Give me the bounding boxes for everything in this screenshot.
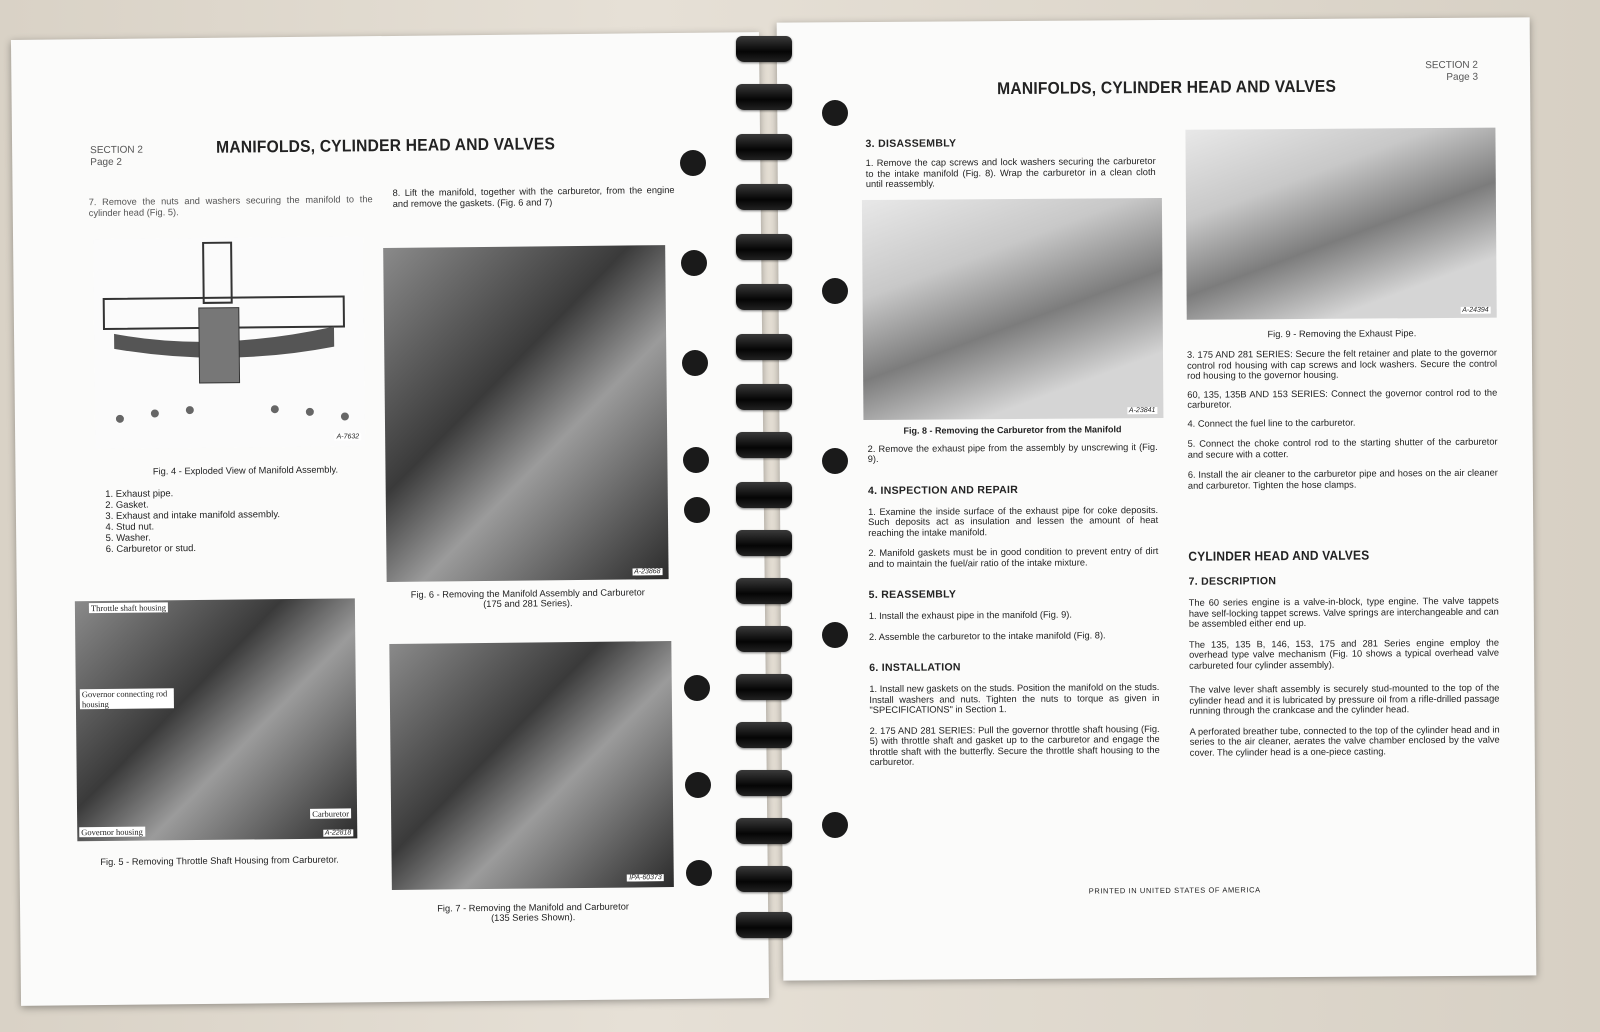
punch-hole [822,448,848,474]
binding-loop [736,770,792,796]
description-heading: 7. DESCRIPTION [1188,575,1277,588]
section-label: SECTION 2 [90,144,143,157]
punch-hole [822,812,848,838]
fig7-caption-line1: Fig. 7 - Removing the Manifold and Carburetor [437,901,629,914]
punch-hole [686,860,712,886]
binding-loop [736,578,792,604]
reassembly-p2: 2. Assemble the carburetor to the intake manifold (Fig. 8). [868,629,1106,642]
binding-loop [736,722,792,748]
fig5-label: Throttle shaft housing [90,602,167,614]
section-label [1425,60,1478,84]
page-number: Page 2 [90,156,123,169]
left-page [11,32,769,1006]
fig4-caption: Fig. 4 - Exploded View of Manifold Assembly. [152,464,339,477]
punch-hole [822,622,848,648]
punch-hole [822,278,848,304]
part-item: 1. Exhaust pipe. [116,486,376,500]
binding-loop [736,482,792,508]
part-item: 6. Carburetor or stud. [116,541,376,555]
fig6-photo [383,245,668,582]
fig9-caption: Fig. 9 - Removing the Exhaust Pipe. [1267,328,1417,340]
section-text: SECTION 2 [1425,59,1479,72]
fig6-caption [387,587,669,610]
column-1 [865,136,1159,768]
binding-loop [736,818,792,844]
binding-loop [736,84,792,110]
page-number: Page 3 [1446,71,1479,83]
fig8-tag: A-23841 [1128,406,1156,414]
binding-loop [736,384,792,410]
binding-loop [736,284,792,310]
punch-hole [822,100,848,126]
binding-loop [736,334,792,360]
inspection-p2: 2. Manifold gaskets must be in good condition to prevent entry of dirt and to maintain the fuel/air ratio of the intake mixture. [868,545,1159,569]
fig7-caption [392,901,674,924]
installation-p4: 4. Connect the fuel line to the carburetor. [1187,417,1356,429]
fig5-photo [75,598,357,841]
punch-hole [684,675,710,701]
fig4-parts-list [98,486,377,555]
disassembly-p1: 1. Remove the cap screws and lock washers securing the carburetor to the intake manifold (Fig. 8). Wrap the carburetor in a clean cloth until reassembly. [865,155,1156,190]
part-item: 3. Exhaust and intake manifold assembly. [116,508,376,522]
binding-loop [736,674,792,700]
binding-loop [736,866,792,892]
fig8-photo [862,197,1164,419]
fig7-caption-line2: (135 Series Shown). [491,912,576,923]
installation-heading: 6. INSTALLATION [869,661,961,675]
step-7: 7. Remove the nuts and washers securing the manifold to the cylinder head (Fig. 5). [88,194,373,218]
punch-hole [685,772,711,798]
punch-hole [684,497,710,523]
punch-hole [681,250,707,276]
binding-loop [736,134,792,160]
fig7-tag: IPA-60373 [629,874,662,882]
reassembly-p1: 1. Install the exhaust pipe in the manifold (Fig. 9). [868,609,1072,622]
fig5-caption: Fig. 5 - Removing Throttle Shaft Housing from Carburetor. [100,854,339,868]
description-p4: A perforated breather tube, connected to the top of the cylinder head and in series to the air cleaner, aerates the valve chamber enclosed by the valve cover. The cylinder head is a one-piece casting. [1189,724,1500,758]
description-p1: The 60 series engine is a valve-in-block, type engine. The valve tappets have self-locking tappet screws. Valve springs are interchangeable and can be assembled either end up. [1188,595,1499,629]
installation-p2: 2. 175 AND 281 SERIES: Pull the governor throttle shaft housing (Fig. 5) with throttle shaft and gasket up to the carburetor and engage the throttle shaft with the butterfly. Secure the throttle shaft housing to the carburetor. [869,723,1160,768]
printed-footer: PRINTED IN UNITED STATES OF AMERICA [1088,885,1261,896]
page-title: MANIFOLDS, CYLINDER HEAD AND VALVES [997,76,1337,99]
punch-hole [683,447,709,473]
page-title: MANIFOLDS, CYLINDER HEAD AND VALVES [215,134,556,157]
part-item: 5. Washer. [116,530,376,544]
installation-p1: 1. Install new gaskets on the studs. Position the manifold on the studs. Install washers and nuts. Tighten the nuts to torque as given in "SPECIFICATIONS" in Section 1. [869,681,1160,716]
fig6-caption-line1: Fig. 6 - Removing the Manifold Assembly and Carburetor [410,587,645,600]
fig9-photo [1185,128,1496,320]
column-2 [1185,128,1499,758]
fig5-tag: A-22818 [324,829,352,837]
disassembly-heading: 3. DISASSEMBLY [865,137,957,151]
manifold-diagram-icon [93,236,365,449]
binding-loop [736,626,792,652]
right-page [777,17,1537,980]
part-item: 4. Stud nut. [116,519,376,533]
installation-p5: 5. Connect the choke control rod to the starting shutter of the carburetor and secure with a cotter. [1187,436,1498,460]
fig9-tag: A-24394 [1462,306,1489,314]
fig6-caption-line2: (175 and 281 Series). [483,598,573,610]
binding-loop [736,184,792,210]
inspection-p1: 1. Examine the inside surface of the exhaust pipe for coke deposits. Such deposits act as insulation and lessen the amount of heat reaching the intake manifold. [868,504,1159,538]
description-p3: The valve lever shaft assembly is securely stud-mounted to the top of the cylinder head and it is lubricated by pressure oil from a rifle-drilled passage running through the crankcase and the cylinder head. [1189,682,1500,716]
cylinder-heading: CYLINDER HEAD AND VALVES [1188,547,1370,564]
installation-p3b: 60, 135, 135B AND 153 SERIES: Connect the governor control rod to the carburetor. [1187,387,1498,410]
binding-loop [736,912,792,938]
installation-p3: 3. 175 AND 281 SERIES: Secure the felt retainer and plate to the governor control rod housing with cap screws and lock washers. Secure the control rod housing to the governor housing. [1186,347,1498,381]
installation-p6: 6. Install the air cleaner to the carburetor pipe and hoses on the air cleaner and carburetor. Tighten the hose clamps. [1187,467,1498,491]
fig6-tag: A-23868 [634,568,661,576]
fig4-tag: A-7632 [336,433,360,441]
description-p2: The 135, 135 B, 146, 153, 175 and 281 Series engine employ the overhead type valve mechanism (Fig. 10 shows a typical overhead valve carbureted four cylinder assembly). [1188,637,1500,671]
part-item: 2. Gasket. [116,497,376,511]
binding-loop [736,432,792,458]
fig5-label: Governor connecting rod housing [80,688,174,709]
step-8: 8. Lift the manifold, together with the carburetor, from the engine and remove the gaskets. (Fig. 6 and 7) [392,185,675,209]
binding-loop [736,530,792,556]
fig7-photo [389,641,674,890]
fig5-label: Carburetor [312,808,350,819]
punch-hole [680,150,706,176]
fig4-exploded-diagram [93,236,365,449]
fig8-caption: Fig. 8 - Removing the Carburetor from the Manifold [903,423,1122,436]
fig5-label: Governor housing [81,826,143,838]
binding-loop [736,234,792,260]
reassembly-heading: 5. REASSEMBLY [868,588,957,602]
binding-loop [736,36,792,62]
inspection-heading: 4. INSPECTION AND REPAIR [867,483,1019,497]
disassembly-p2: 2. Remove the exhaust pipe from the assembly by unscrewing it (Fig. 9). [867,441,1158,465]
punch-hole [682,350,708,376]
